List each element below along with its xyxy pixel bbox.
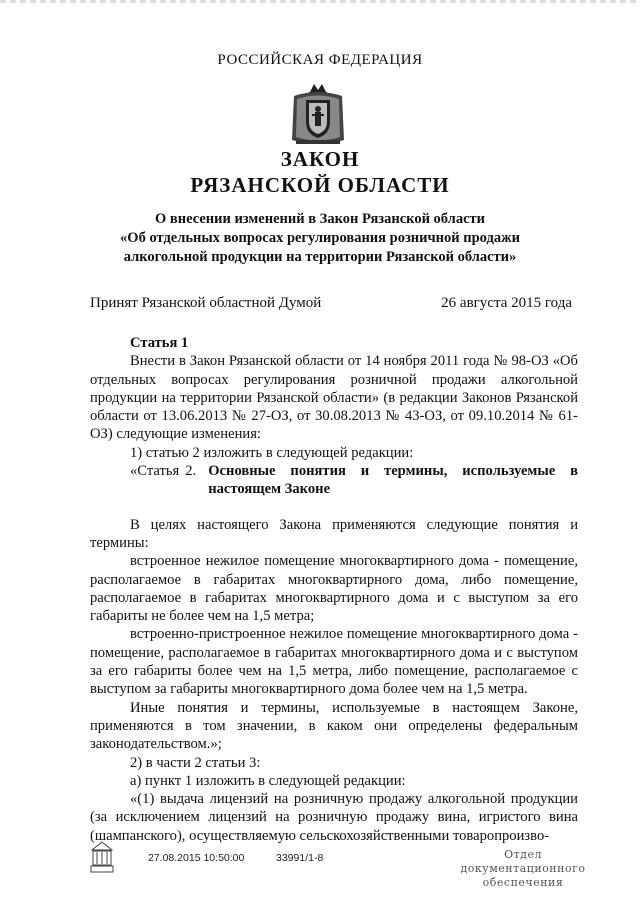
article2-title: Основные понятия и термины, используемые в настоящем Законе — [208, 463, 578, 498]
law-title-line1: ЗАКОН — [280, 147, 360, 171]
law-subtitle — [0, 210, 640, 267]
registration-number: 33991/1-8 — [276, 852, 324, 864]
article2-number: 2. — [185, 463, 197, 480]
paragraph: а) пункт 1 изложить в следующей редакции: — [130, 772, 406, 789]
paragraph: Иные понятия и термины, используемые в настоящем Законе, применяются в том значении, в каком они определены федеральным законодательством.»; — [90, 699, 578, 753]
paragraph: В целях настоящего Закона применяются следующие понятия и термины: — [90, 516, 578, 551]
paragraph: 2) в части 2 статьи 3: — [130, 754, 261, 771]
paragraph: Внести в Закон Рязанской области от 14 ноября 2011 года № 98-ОЗ «Об отдельных вопросах регулирования розничной продажи алкогольной продукции на территории Рязанской области» (в редакции Законов Рязанской области от 13.06.2013 № 27-ОЗ, от 30.08.2013 № 43-ОЗ, от 09.10.2014 № 61-ОЗ) следующие изменения: — [90, 353, 578, 443]
adoption-line — [90, 295, 572, 312]
registration-datetime: 27.08.2015 10:50:00 — [148, 852, 245, 864]
paragraph: 1) статью 2 изложить в следующей редакции: — [130, 444, 414, 461]
stamp-line2: обеспечения — [482, 876, 564, 889]
adopted-by: Принят Рязанской областной Думой — [90, 295, 322, 311]
adoption-date: 26 августа 2015 года — [441, 295, 572, 311]
law-title-line2: РЯЗАНСКОЙ ОБЛАСТИ — [190, 173, 450, 197]
subtitle-line1: О внесении изменений в Закон Рязанской области — [155, 211, 485, 227]
law-title — [0, 146, 640, 198]
paragraph: встроенное нежилое помещение многоквартирного дома - помещение, располагаемое в габаритах многоквартирного дома, либо помещение, располагаемое в габаритах многоквартирного дома и с выступом за его габариты не более чем на 1,5 метра; — [90, 553, 578, 625]
department-stamp — [448, 848, 598, 890]
subtitle-line3: алкогольной продукции на территории Рязанской области» — [123, 249, 517, 265]
article2-heading — [90, 462, 578, 499]
paragraph: встроенно-пристроенное нежилое помещение многоквартирного дома - помещение, располагаемое в габаритах многоквартирного дома и с выступом за его габариты более чем на 1,5 метра, либо помещение, располагаемое с выступом за габариты многоквартирного дома более чем на 1,5 метра. — [90, 626, 578, 698]
scan-edge-line — [0, 0, 640, 3]
document-body — [90, 334, 578, 845]
federation-header: РОССИЙСКАЯ ФЕДЕРАЦИЯ — [217, 52, 423, 68]
stamp-line1: Отдел документационного — [460, 848, 586, 875]
article-heading: Статья 1 — [130, 335, 189, 351]
registry-logo-icon — [88, 840, 116, 874]
coat-of-arms-icon — [288, 82, 348, 148]
paragraph: «(1) выдача лицензий на розничную продажу алкогольной продукции (за исключением лицензий на розничную продажу вина, игристого вина (шампанского), осуществляемую сельскохозяйственными товаропроизво- — [90, 791, 578, 844]
subtitle-line2: «Об отдельных вопросах регулирования розничной продажи — [120, 230, 520, 246]
article2-label: «Статья — [130, 463, 180, 480]
